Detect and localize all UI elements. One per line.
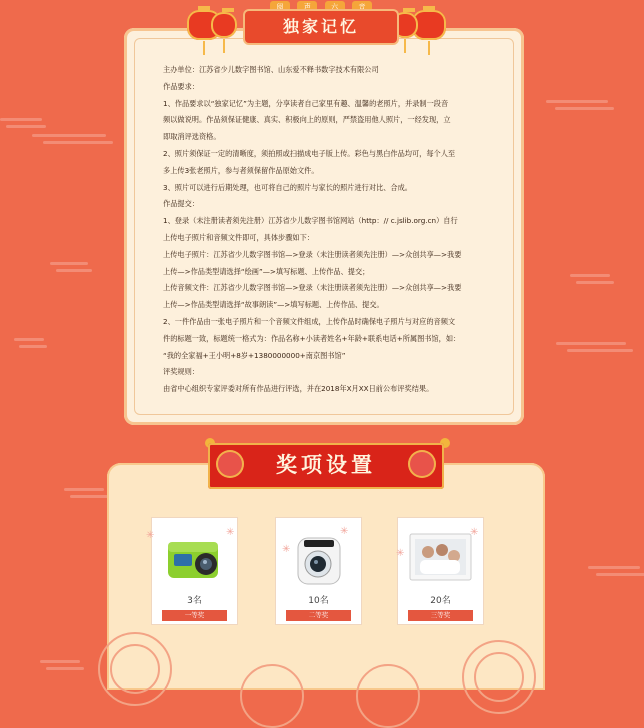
info-text xyxy=(163,62,493,398)
prize-label: 二等奖 xyxy=(286,610,351,621)
info-line: 3、照片可以进行后期处理，也可将自己的照片与家长的照片进行对比、合成。 xyxy=(163,182,412,192)
info-line: 件的标题一致，标题统一格式为：作品名称+小读者姓名+年龄+联系电话+所属图书馆，如： xyxy=(163,333,461,343)
award-title: 奖项设置 xyxy=(276,453,376,477)
info-line: 1、登录（未注册读者须先注册）江苏省少儿数字图书馆网站（http：// c.jslib.org.cn）自行 xyxy=(163,216,458,226)
cloud-decoration xyxy=(0,118,42,121)
info-line: 2、照片须保证一定的清晰度，须拍照或扫描成电子版上传。彩色与黑白作品均可，每个人至 xyxy=(163,148,456,158)
info-line: 作品要求： xyxy=(163,81,199,91)
info-line: 上传音频文件：江苏省少儿数字图书馆—>登录（未注册读者须先注册）—>众创共享—>我要 xyxy=(163,283,462,293)
cloud-decoration xyxy=(556,342,626,345)
prize-count: 20名 xyxy=(430,596,451,606)
cloud-swirl-decoration xyxy=(240,664,304,728)
cloud-decoration xyxy=(50,262,88,265)
header-tab: 声 xyxy=(297,1,317,14)
page-title: 独家记忆 xyxy=(282,17,359,36)
header-tab: 六 xyxy=(325,1,345,14)
photo-frame-icon xyxy=(406,526,475,588)
sparkle-icon: ✳ xyxy=(340,526,349,537)
info-line: 上传电子照片和音频文件即可，具体步骤如下： xyxy=(163,232,314,242)
lantern-tassel xyxy=(203,41,205,55)
info-line: 上传—>作品类型请选择“故事朗读”—>填写标题、上传作品、提交。 xyxy=(163,300,384,310)
info-line: 多上传3张老照片，参与者须保留作品原始文件。 xyxy=(163,165,319,175)
cloud-swirl-decoration xyxy=(356,664,420,728)
cloud-swirl-decoration xyxy=(474,652,524,702)
lantern-tassel xyxy=(404,39,406,53)
prize-label: 三等奖 xyxy=(408,610,473,621)
info-line: 主办单位：江苏省少儿数字图书馆、山东爱不释书数字技术有限公司 xyxy=(163,65,379,74)
cloud-decoration xyxy=(570,274,610,277)
info-line: 作品提交： xyxy=(163,199,199,209)
prize-count: 10名 xyxy=(308,596,329,606)
prize-label: 一等奖 xyxy=(162,610,227,621)
sparkle-icon: ✳ xyxy=(146,530,155,541)
cloud-decoration xyxy=(64,488,104,491)
prize-card-first xyxy=(151,517,238,625)
info-line: 上传—>作品类型请选择“绘画”—>填写标题、上传作品、提交； xyxy=(163,266,370,276)
sparkle-icon: ✳ xyxy=(226,527,235,538)
info-line: 1、作品要求以“独家记忆”为主题，分享读者自己家里有趣、温馨的老照片，并录制一段音 xyxy=(163,98,449,108)
lantern-icon xyxy=(211,12,237,38)
info-line: 2、一件作品由一张电子照片和一个音频文件组成，上传作品时确保电子照片与对应的音频文 xyxy=(163,316,456,326)
action-camera-icon xyxy=(160,526,229,588)
cloud-decoration xyxy=(40,660,80,663)
sparkle-icon: ✳ xyxy=(396,548,405,559)
cloud-decoration xyxy=(546,100,608,103)
sparkle-icon: ✳ xyxy=(470,527,479,538)
info-line: 即取消评选资格。 xyxy=(163,132,221,142)
header-tab: 阅 xyxy=(270,1,290,14)
prize-count: 3名 xyxy=(187,596,202,606)
info-line: 由省中心组织专家评委对所有作品进行评选，并在2018年X月XX日前公布评奖结果。 xyxy=(163,384,434,394)
cloud-decoration xyxy=(588,566,640,569)
lantern-tassel xyxy=(223,39,225,53)
info-line: 频以做说明。作品须保证健康、真实、积极向上的原则，严禁盗用他人照片，一经发现，立 xyxy=(163,115,451,125)
info-line: “我的全家福+王小明+8岁+1380000000+南京图书馆” xyxy=(163,350,346,360)
cloud-decoration xyxy=(32,134,106,137)
prize-card-second xyxy=(275,517,362,625)
header-tab: 音 xyxy=(352,1,372,14)
info-line: 上传电子照片：江苏省少儿数字图书馆—>登录（未注册读者须先注册）—>众创共享—>我要 xyxy=(163,249,462,259)
info-line: 评奖规则： xyxy=(163,367,199,377)
lantern-tassel xyxy=(428,41,430,55)
cloud-swirl-decoration xyxy=(110,644,160,694)
sparkle-icon: ✳ xyxy=(282,544,291,555)
cloud-decoration xyxy=(14,338,44,341)
